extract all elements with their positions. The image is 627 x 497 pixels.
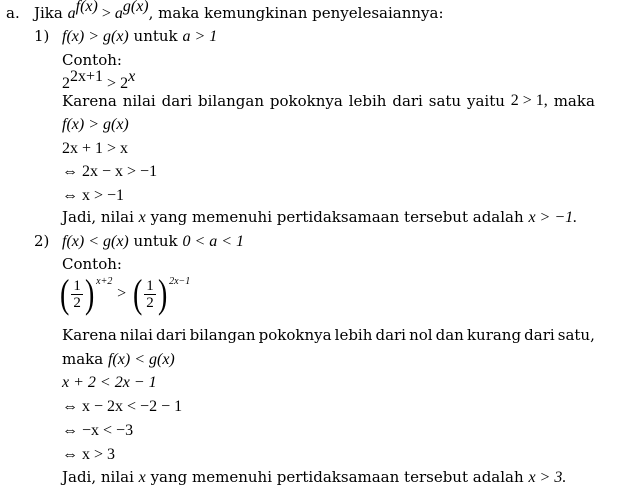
case1-ex-exp1: 2x+1 <box>70 68 104 85</box>
intro-base-a: a <box>67 5 76 22</box>
case2-reason-word: nol <box>409 326 433 344</box>
case1-number: 1) <box>34 27 50 45</box>
case1-step2: ⇔ 2x − x > −1 <box>62 163 158 180</box>
case2-reason-word: pokoknya <box>258 326 332 344</box>
case1-condition <box>62 27 217 46</box>
case2-concl-mid: yang memenuhi pertidaksamaan tersebut adalah <box>150 468 524 486</box>
case2-number: 2) <box>34 232 50 250</box>
case1-reason <box>62 92 595 110</box>
case1-ex-base1: 2 <box>62 75 70 92</box>
case2-reason-word: dan <box>435 326 464 344</box>
intro-post: , maka kemungkinan penyelesaiannya: <box>148 4 444 22</box>
case2-ex-exp1: x+2 <box>96 276 113 287</box>
case2-reason2-pre: maka <box>62 350 104 368</box>
case1-example <box>62 68 136 93</box>
case2-reason-word: dari <box>375 326 406 344</box>
case1-reason-word: dari <box>392 92 423 110</box>
section-label: a. <box>6 4 20 22</box>
case2-concl-ans: x > 3. <box>528 469 567 486</box>
close-paren-2: ) <box>157 271 168 316</box>
case1-reason-word: nilai <box>122 92 156 110</box>
fraction-denominator: 2 <box>73 294 81 311</box>
case1-result: f(x) > g(x) <box>62 116 129 133</box>
fraction-2 <box>144 278 156 311</box>
case1-reason-word: satu <box>428 92 462 110</box>
close-paren-1: ) <box>84 271 95 316</box>
case2-reason-word: satu, <box>557 326 595 344</box>
case2-concl-var: x <box>138 469 146 486</box>
case2-step2: ⇔ x − 2x < −2 − 1 <box>62 398 183 415</box>
open-paren-2: ( <box>132 271 143 316</box>
case1-ex-base2: 2 <box>120 75 129 92</box>
case1-conclusion <box>62 208 577 227</box>
fraction-numerator: 1 <box>73 277 81 294</box>
case1-cond-rhs: a > 1 <box>182 28 218 45</box>
case2-step1: x + 2 < 2x − 1 <box>62 374 157 391</box>
case1-ex-exp2: x <box>128 68 136 85</box>
case1-reason-word: lebih <box>348 92 387 110</box>
case1-reason-word: Karena <box>62 92 117 110</box>
intro-exp-f: f(x) <box>75 0 98 15</box>
case2-reason-word: lebih <box>334 326 373 344</box>
case1-reason-word: dari <box>161 92 193 110</box>
case2-reason-word: nilai <box>119 326 153 344</box>
case2-reason-word: kurang <box>466 326 522 344</box>
open-paren-1: ( <box>59 271 70 316</box>
case2-step3: ⇔ −x < −3 <box>62 422 134 439</box>
case1-reason-end: maka <box>553 92 595 110</box>
case1-concl-mid: yang memenuhi pertidaksamaan tersebut adalah <box>150 208 524 226</box>
case1-step3: ⇔ x > −1 <box>62 187 125 204</box>
case1-concl-ans: x > −1. <box>528 209 578 226</box>
case1-ex-gt: > <box>103 75 121 92</box>
case2-step4: ⇔ x > 3 <box>62 446 116 463</box>
case2-contoh: Contoh: <box>62 255 122 273</box>
case2-cond-lhs: f(x) < g(x) <box>62 233 129 250</box>
case2-reason-word: bilangan <box>189 326 256 344</box>
case2-reason2-math: f(x) < g(x) <box>107 351 175 368</box>
case1-concl-var: x <box>138 209 146 226</box>
intro-exp-g: g(x) <box>122 0 149 15</box>
fraction-1 <box>71 278 83 311</box>
case2-ex-gt: > <box>117 285 127 302</box>
intro-base-a2: a <box>114 5 123 22</box>
case2-condition <box>62 232 244 251</box>
case2-reason <box>62 326 595 344</box>
intro-gt: > <box>97 5 115 22</box>
case1-reason-math: 2 > 1, <box>510 92 548 109</box>
case2-reason-line2 <box>62 350 175 369</box>
intro-pre: Jika <box>34 4 63 22</box>
case1-reason-word: pokoknya <box>269 92 343 110</box>
fraction-denominator: 2 <box>146 294 154 311</box>
case2-conclusion <box>62 468 566 487</box>
case2-cond-word: untuk <box>133 232 178 250</box>
case2-reason-word: dari <box>155 326 187 344</box>
case1-contoh: Contoh: <box>62 51 122 69</box>
case2-concl-pre: Jadi, nilai <box>62 468 134 486</box>
case1-step1: 2x + 1 > x <box>62 140 129 157</box>
case2-reason-word: Karena <box>62 326 117 344</box>
case1-cond-word: untuk <box>133 27 178 45</box>
case2-reason-word: dari <box>524 326 555 344</box>
case1-cond-lhs: f(x) > g(x) <box>62 28 129 45</box>
case2-example <box>58 271 191 316</box>
case2-cond-rhs: 0 < a < 1 <box>182 233 245 250</box>
fraction-numerator: 1 <box>146 277 154 294</box>
case2-ex-exp2: 2x−1 <box>169 276 191 287</box>
section-intro <box>34 0 444 23</box>
case1-reason-word: bilangan <box>198 92 265 110</box>
case1-concl-pre: Jadi, nilai <box>62 208 134 226</box>
case1-reason-word: yaitu <box>466 92 505 110</box>
